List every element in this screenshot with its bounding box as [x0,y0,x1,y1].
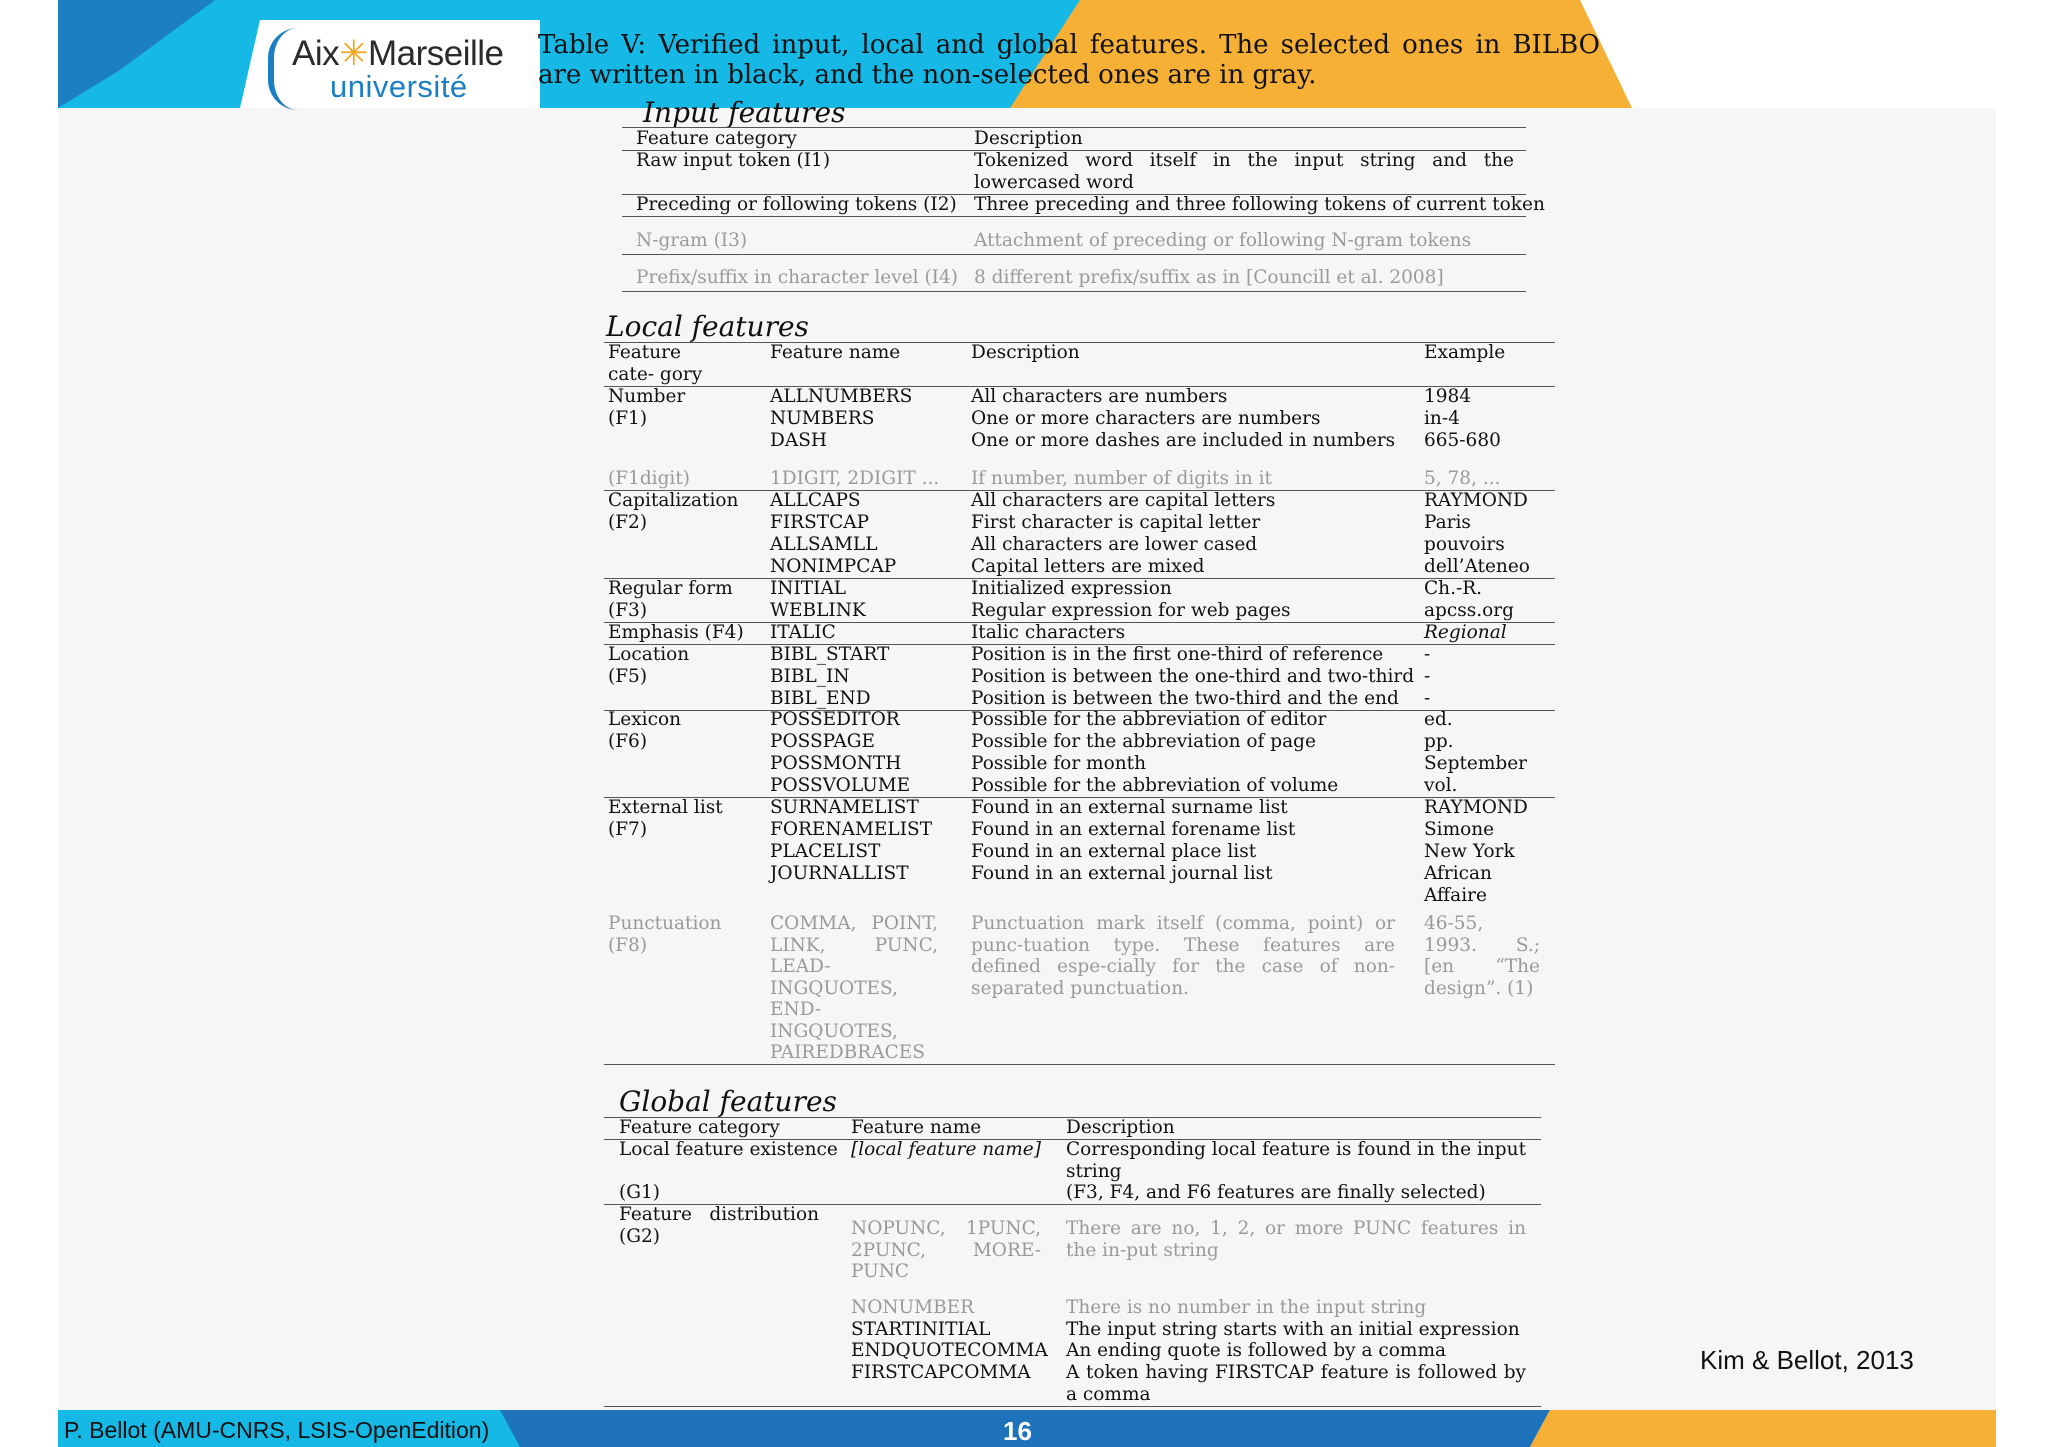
global-g2-name: FIRSTCAPCOMMA [851,1362,1031,1383]
local-row-ex: 1984 [1424,386,1472,407]
global-g2-description: There is no number in the input string [1066,1297,1427,1318]
local-row-name: BIBL_START [770,644,890,665]
global-header-description: Description [1066,1117,1175,1138]
local-row-ex: - [1424,644,1431,665]
local-row-cat: (F3) [608,600,648,621]
local-row-name: SURNAMELIST [770,797,919,818]
local-row-ex: apcss.org [1424,600,1514,621]
local-bottom-rule [604,1064,1555,1065]
local-row-name: NUMBERS [770,408,875,429]
local-row-desc: Regular expression for web pages [971,600,1291,621]
local-row-cat: Number [608,386,686,407]
global-g1-code: (G1) [619,1182,660,1203]
global-g2-category: Feature distribution (G2) [619,1204,819,1247]
global-g1-note: (F3, F4, and F6 features are finally selected) [1066,1182,1486,1203]
global-bottom-rule [604,1406,1541,1407]
local-row-ex: Ch.-R. [1424,578,1483,599]
input-row-category: N-gram (I3) [636,230,748,251]
local-row-name: POSSVOLUME [770,775,911,796]
local-row-ex: 5, 78, ... [1424,468,1501,489]
global-g1-name: [local feature name] [851,1139,1041,1160]
input-row-description: 8 different prefix/suffix as in [Councill et al. 2008] [974,267,1444,288]
page-number: 16 [1003,1416,1032,1446]
local-row-ex: - [1424,688,1431,709]
input-row-description: Three preceding and three following tokens of current token [974,194,1545,215]
local-header-example: Example [1424,342,1506,363]
local-header-name: Feature name [770,342,901,363]
local-row-desc: Found in an external surname list [971,797,1288,818]
local-row-ex: ed. [1424,709,1453,730]
global-g1-category: Local feature existence [619,1139,838,1160]
local-punct-category: Punctuation (F8) [608,913,722,956]
local-row-ex: 665-680 [1424,430,1501,451]
local-row-name: ITALIC [770,622,836,643]
local-row-cat: (F2) [608,512,648,533]
local-row-cat: (F6) [608,731,648,752]
global-g2-name: ENDQUOTECOMMA [851,1340,1048,1361]
local-row-desc: Position is in the first one-third of reference [971,644,1384,665]
local-row-desc: All characters are numbers [971,386,1228,407]
local-row-name: DASH [770,430,827,451]
local-row-desc: One or more dashes are included in numbers [971,430,1396,451]
local-row-desc: Initialized expression [971,578,1172,599]
local-row-name: INITIAL [770,578,847,599]
local-row-ex: - [1424,666,1431,687]
input-row-rule [622,254,1526,255]
local-header-description: Description [971,342,1080,363]
table-caption: Table V: Verified input, local and global features. The selected ones in BILBO are written in black, and the non-selected ones are in gray. [538,30,1600,90]
global-g2-description: The input string starts with an initial expression [1066,1319,1520,1340]
local-row-name: POSSPAGE [770,731,876,752]
local-row-name: WEBLINK [770,600,866,621]
local-row-name: FIRSTCAP [770,512,870,533]
local-row-desc: Capital letters are mixed [971,556,1205,577]
local-row-desc: Found in an external forename list [971,819,1296,840]
local-punct-description: Punctuation mark itself (comma, point) or punc-tuation type. These features are defined espe-cially for the case of non-separated punctuation. [971,913,1395,999]
local-row-cat: External list [608,797,723,818]
local-row-cat: Capitalization [608,490,739,511]
logo-star-icon: ✳ [339,34,368,73]
local-row-desc: Position is between the one-third and two-third [971,666,1415,687]
local-row-ex: dell’Ateneo [1424,556,1530,577]
local-row-name: 1DIGIT, 2DIGIT ... [770,468,940,489]
local-row-name: BIBL_END [770,688,871,709]
local-punct-example: 46-55, 1993. S.; [en “The design”. (1) [1424,913,1540,999]
local-row-name: POSSMONTH [770,753,902,774]
logo-aix: Aix [292,34,340,73]
local-row-name: FORENAMELIST [770,819,933,840]
local-header-category: Feature cate- gory [608,342,703,385]
local-row-ex: New York [1424,841,1515,862]
local-row-name: POSSEDITOR [770,709,900,730]
input-row-description: Tokenized word itself in the input string and the lowercased word [974,150,1514,193]
global-header-name: Feature name [851,1117,982,1138]
global-g2-description: There are no, 1, 2, or more PUNC features in the in-put string [1066,1218,1526,1261]
local-row-ex: vol. [1424,775,1458,796]
local-row-desc: One or more characters are numbers [971,408,1321,429]
local-row-desc: All characters are capital letters [971,490,1276,511]
citation-credit: Kim & Bellot, 2013 [1700,1345,1914,1375]
logo-universite: université [330,69,468,104]
global-g2-description: An ending quote is followed by a comma [1066,1340,1447,1361]
global-g2-description: A token having FIRSTCAP feature is followed by a comma [1066,1362,1526,1405]
global-g2-name: STARTINITIAL [851,1319,991,1340]
local-row-desc: Position is between the two-third and the end [971,688,1399,709]
local-row-name: NONIMPCAP [770,556,897,577]
local-row-desc: Found in an external journal list [971,863,1273,884]
footer-orange-band [1530,1410,1996,1447]
local-row-ex: Paris [1424,512,1471,533]
local-punct-name: COMMA, POINT, LINK, PUNC, LEAD-INGQUOTES, END-INGQUOTES, PAIREDBRACES [770,913,938,1063]
local-row-ex: pouvoirs [1424,534,1505,555]
global-features-title: Global features [619,1085,837,1118]
local-row-cat: Lexicon [608,709,681,730]
local-row-name: ALLCAPS [770,490,861,511]
local-row-desc: Possible for the abbreviation of volume [971,775,1339,796]
local-row-cat: (F1) [608,408,648,429]
input-bottom-rule [622,291,1526,292]
local-row-ex: in-4 [1424,408,1460,429]
input-row-category: Preceding or following tokens (I2) [636,194,957,215]
footer-author: P. Bellot (AMU-CNRS, LSIS-OpenEdition) [64,1417,490,1443]
aix-marseille-logo [268,28,503,110]
local-row-name: ALLNUMBERS [770,386,913,407]
input-row-category: Raw input token (I1) [636,150,831,171]
local-row-cat: (F5) [608,666,648,687]
input-row-rule [622,216,1526,217]
input-row-category: Prefix/suffix in character level (I4) [636,267,958,288]
local-features-title: Local features [606,310,809,343]
logo-marseille: Marseille [367,34,504,73]
local-row-cat: Regular form [608,578,733,599]
local-row-desc: If number, number of digits in it [971,468,1272,489]
local-row-desc: All characters are lower cased [971,534,1258,555]
global-g2-name: NONUMBER [851,1297,975,1318]
local-row-ex: Regional [1424,622,1507,643]
input-row-description: Attachment of preceding or following N-gram tokens [974,230,1472,251]
input-header-category: Feature category [636,128,797,149]
local-row-name: JOURNALLIST [770,863,909,884]
local-row-desc: Possible for the abbreviation of page [971,731,1316,752]
local-row-name: PLACELIST [770,841,881,862]
input-header-description: Description [974,128,1083,149]
local-row-desc: Found in an external place list [971,841,1257,862]
local-row-cat: (F1digit) [608,468,690,489]
local-row-ex: September [1424,753,1528,774]
local-row-ex: Simone [1424,819,1495,840]
local-row-name: ALLSAMLL [770,534,878,555]
local-row-cat: Emphasis (F4) [608,622,744,643]
local-row-ex: RAYMOND [1424,797,1528,818]
global-g1-description: Corresponding local feature is found in the input string [1066,1139,1526,1182]
local-row-name: BIBL_IN [770,666,850,687]
local-row-desc: Possible for month [971,753,1146,774]
local-row-desc: Possible for the abbreviation of editor [971,709,1327,730]
global-g2-name: NOPUNC, 1PUNC, 2PUNC, MORE-PUNC [851,1218,1041,1282]
input-features-title: Input features [643,96,846,129]
local-row-ex: pp. [1424,731,1454,752]
local-row-cat: Location [608,644,690,665]
global-header-category: Feature category [619,1117,780,1138]
local-row-desc: Italic characters [971,622,1126,643]
local-row-cat: (F7) [608,819,648,840]
local-row-ex: RAYMOND [1424,490,1528,511]
local-row-desc: First character is capital letter [971,512,1261,533]
logo-wordmark [292,34,504,74]
local-row-ex: African Affaire [1424,863,1492,906]
